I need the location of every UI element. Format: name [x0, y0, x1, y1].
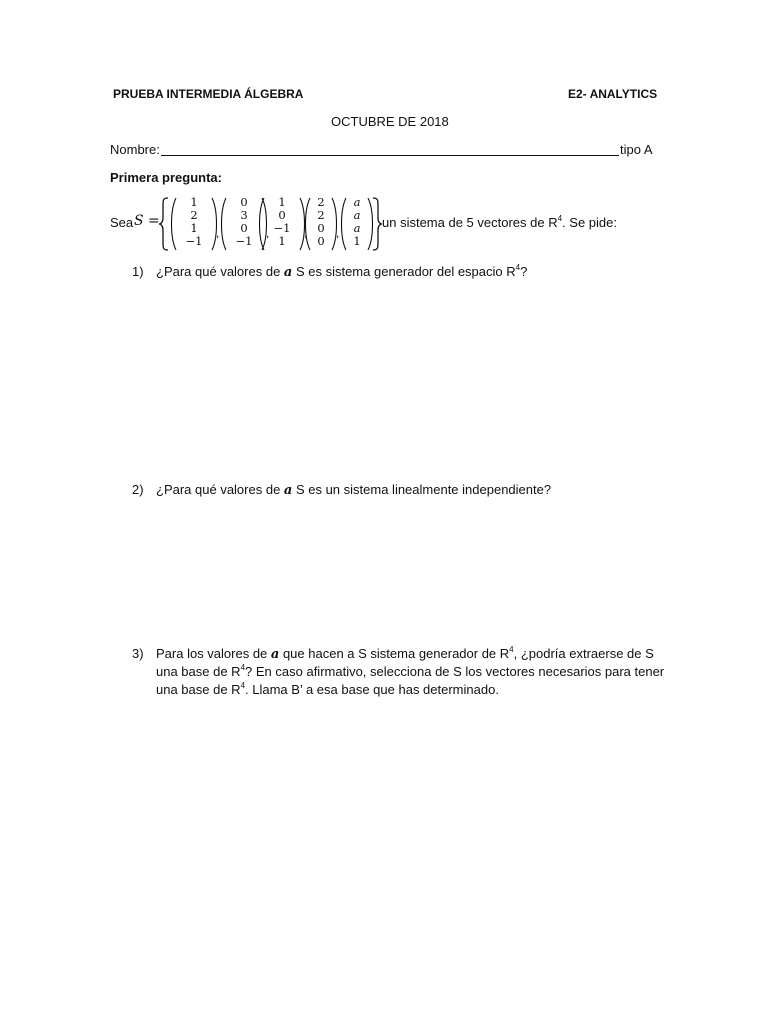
exam-title: PRUEBA INTERMEDIA ÁLGEBRA: [113, 87, 304, 101]
comma: ,: [266, 226, 270, 240]
vector-5: [346, 196, 368, 248]
text-run: ¿Para qué valores de: [156, 482, 284, 497]
vector-entry: a: [353, 208, 361, 222]
text-run: . Llama B’ a esa base que has determinado.: [245, 682, 499, 697]
comma: ,: [336, 226, 340, 240]
text-run: una base de R: [156, 664, 241, 679]
question-text-line-1: [156, 644, 654, 664]
statement-suffix-end: . Se pide:: [562, 215, 617, 230]
question-number: 2): [132, 482, 144, 497]
statement-prefix: Sea: [110, 215, 134, 230]
left-brace-icon: [158, 196, 170, 252]
vector-entry: 0: [240, 221, 248, 235]
question-text-line-3: [156, 680, 499, 699]
vector-entry: −1: [235, 234, 253, 248]
set-symbol: S =: [134, 213, 160, 229]
vector-entry: 0: [240, 195, 248, 209]
vector-2: [233, 196, 255, 248]
vector-entry: 2: [190, 208, 198, 222]
superscript: 4: [557, 214, 563, 223]
text-run: que hacen a S sistema generador de R: [279, 646, 510, 661]
text-run: ¿Para qué valores de: [156, 264, 284, 279]
superscript: 4: [515, 263, 521, 272]
question-number: 3): [132, 646, 144, 661]
text-run: ?: [520, 264, 528, 279]
exam-type: tipo A: [620, 142, 653, 157]
section-title: Primera pregunta:: [110, 170, 222, 185]
variable-a: a: [283, 265, 293, 280]
text-run: S es un sistema linealmente independiente?: [292, 482, 552, 497]
vector-entry: a: [353, 195, 361, 209]
question-text-line-2: [156, 662, 664, 681]
question-1: [132, 262, 672, 282]
question-text: [156, 262, 527, 282]
name-field[interactable]: [161, 155, 619, 156]
vector-1: [183, 196, 205, 248]
vector-set: [158, 196, 378, 252]
vector-3: [271, 196, 293, 248]
text-run: una base de R: [156, 682, 241, 697]
question-2: [132, 480, 672, 500]
vector-entry: −1: [273, 221, 291, 235]
question-3: [132, 644, 672, 704]
superscript: 4: [240, 663, 246, 672]
vector-entry: 1: [190, 195, 198, 209]
text-run: , ¿podría extraerse de S: [513, 646, 654, 661]
name-label: Nombre:: [110, 142, 160, 157]
question-number: 1): [132, 264, 144, 279]
superscript: 4: [240, 681, 246, 690]
comma: ,: [304, 226, 308, 240]
vector-entry: 0: [317, 221, 325, 235]
vector-entry: 1: [278, 195, 286, 209]
vector-entry: 2: [317, 208, 325, 222]
vector-4: [310, 196, 332, 248]
statement-suffix-text: un sistema de 5 vectores de R: [382, 215, 558, 230]
text-run: ? En caso afirmativo, selecciona de S los vectores necesarios para tener: [245, 664, 665, 679]
vector-entry: 1: [190, 221, 198, 235]
vector-entry: 1: [278, 234, 286, 248]
statement-suffix: [382, 215, 617, 230]
vector-entry: −1: [185, 234, 203, 248]
variable-a: a: [270, 647, 280, 662]
superscript: 4: [509, 645, 514, 654]
vector-entry: 1: [353, 234, 361, 248]
text-run: Para los valores de: [156, 646, 271, 661]
course-label: E2- ANALYTICS: [568, 87, 658, 101]
vector-entry: 0: [278, 208, 286, 222]
question-text: [156, 480, 551, 500]
vector-entry: a: [353, 221, 361, 235]
text-run: S es sistema generador del espacio R: [292, 264, 516, 279]
name-line: [110, 142, 160, 157]
vector-entry: 3: [240, 208, 248, 222]
vector-entry: 2: [317, 195, 325, 209]
vector-entry: 0: [317, 234, 325, 248]
comma: ,: [216, 226, 220, 240]
variable-a: a: [283, 483, 293, 498]
exam-date: OCTUBRE DE 2018: [331, 114, 449, 129]
